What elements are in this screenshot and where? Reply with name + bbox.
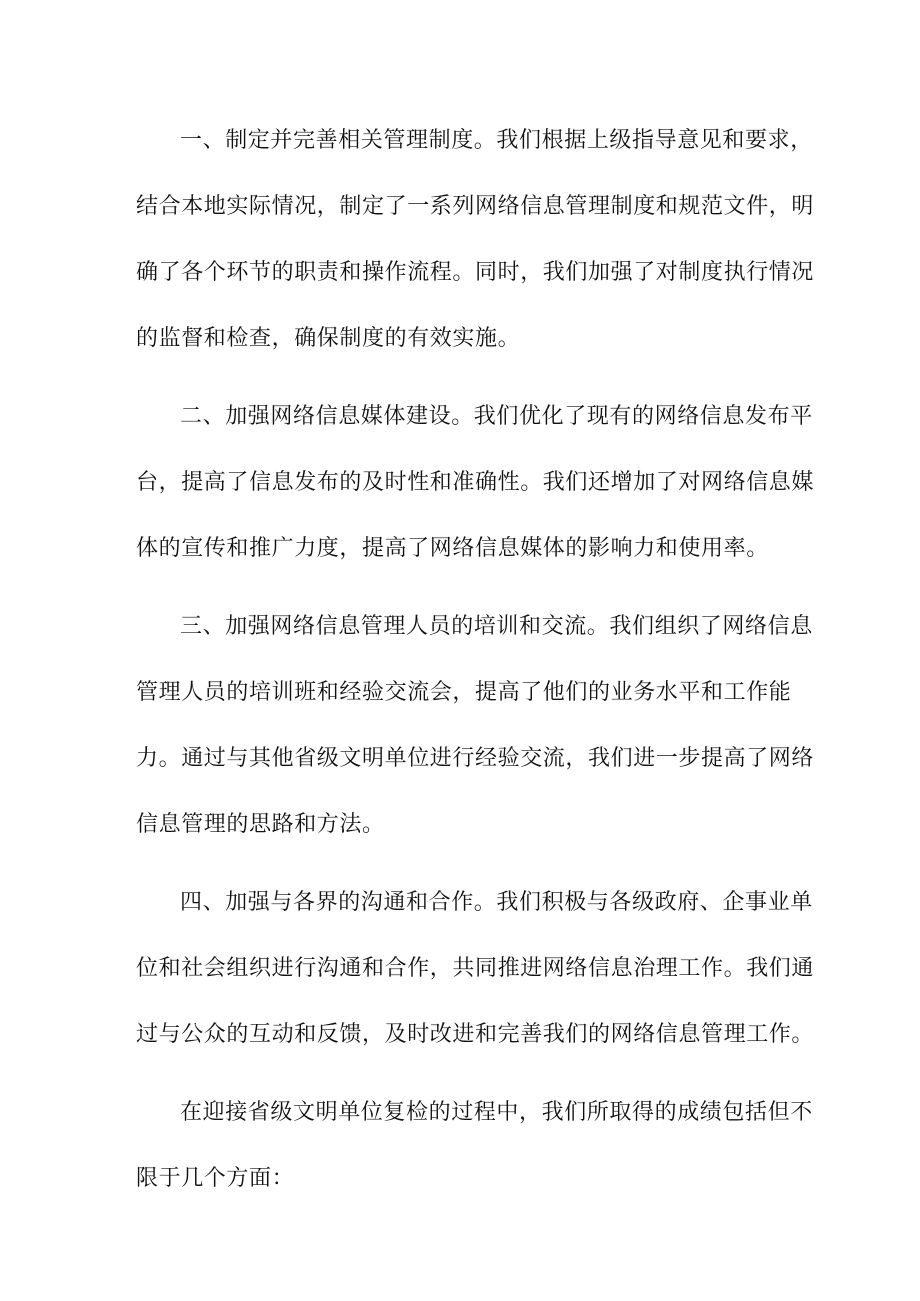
paragraph-line: 过与公众的互动和反馈，及时改进和完善我们的网络信息管理工作。 — [136, 1022, 815, 1047]
paragraph-line: 限于几个方面： — [136, 1166, 295, 1191]
paragraph-line: 在迎接省级文明单位复检的过程中，我们所取得的成绩包括但不 — [180, 1100, 813, 1125]
paragraph-line: 信息管理的思路和方法。 — [136, 812, 385, 837]
paragraph-line: 四、加强与各界的沟通和合作。我们积极与各级政府、企事业单 — [180, 890, 813, 915]
paragraph-line: 一、制定并完善相关管理制度。我们根据上级指导意见和要求， — [180, 128, 813, 153]
paragraph-line: 管理人员的培训班和经验交流会，提高了他们的业务水平和工作能 — [136, 680, 792, 705]
paragraph-line: 确了各个环节的职责和操作流程。同时，我们加强了对制度执行情况 — [136, 260, 815, 285]
paragraph-line: 位和社会组织进行沟通和合作，共同推进网络信息治理工作。我们通 — [136, 956, 815, 981]
paragraph-line: 结合本地实际情况，制定了一系列网络信息管理制度和规范文件，明 — [136, 194, 815, 219]
paragraph-line: 的监督和检查，确保制度的有效实施。 — [136, 326, 521, 351]
paragraph-line: 体的宣传和推广力度，提高了网络信息媒体的影响力和使用率。 — [136, 536, 769, 561]
paragraph-line: 台，提高了信息发布的及时性和准确性。我们还增加了对网络信息媒 — [136, 470, 815, 495]
paragraph-line: 三、加强网络信息管理人员的培训和交流。我们组织了网络信息 — [180, 614, 813, 639]
paragraph-line: 二、加强网络信息媒体建设。我们优化了现有的网络信息发布平 — [180, 404, 813, 429]
paragraph-line: 力。通过与其他省级文明单位进行经验交流，我们进一步提高了网络 — [136, 746, 815, 771]
